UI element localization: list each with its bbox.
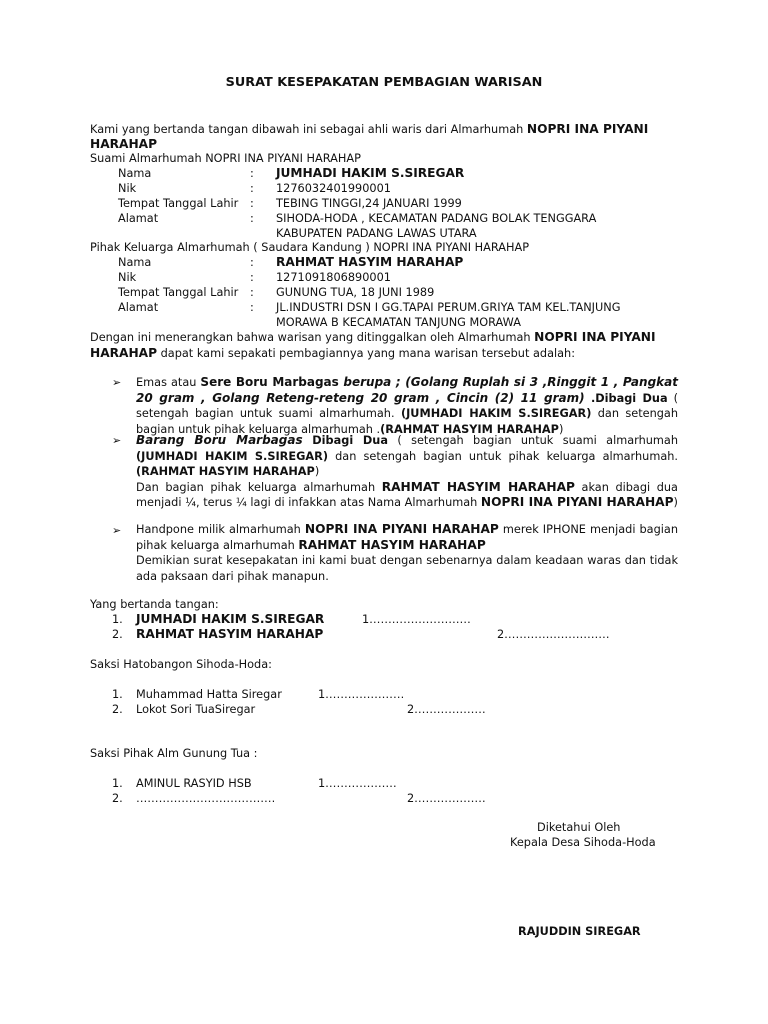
statement-text: Dengan ini menerangkan bahwa warisan yang ditinggalkan oleh Almarhumah [90, 331, 535, 344]
village-head-name: RAJUDDIN SIREGAR [518, 925, 641, 938]
husband-address-cont: KABUPATEN PADANG LAWAS UTARA [276, 227, 477, 240]
list-item-gold [136, 375, 678, 437]
goods-text-c: ( setengah bagian untuk suami almarhumah [387, 434, 679, 447]
statement-deceased-name-cont: HARAHAP [90, 345, 158, 360]
witness-name: Muhammad Hatta Siregar [136, 688, 282, 701]
goods-deceased-name: NOPRI INA PIYANI HARAHAP [480, 495, 674, 509]
statement-deceased-name: NOPRI INA PIYANI [534, 330, 656, 344]
witness-name: AMINUL RASYID HSB [136, 777, 252, 790]
arrow-bullet-icon: ➢ [112, 434, 122, 447]
signature-line: 2………………………. [497, 628, 610, 641]
gold-text-g: dan setengah bagian untuk pihak keluarga almarhumah . [136, 407, 678, 436]
gold-husband-name: (JUMHADI HAKIM S.SIREGAR) [400, 407, 592, 420]
signer-number: 2. [112, 628, 123, 641]
signers-heading: Yang bertanda tangan: [90, 598, 219, 611]
witness-local-heading: Saksi Hatobangon Sihoda-Hoda: [90, 658, 272, 671]
gold-sere-boru: Sere Boru Marbagas [200, 375, 339, 389]
husband-name-label: Nama [118, 167, 152, 180]
goods-dibagi-dua: Dibagi Dua [302, 434, 388, 447]
gold-text-e: ( setengah bagian untuk suami almarhumah. [136, 391, 679, 420]
gold-details: berupa ; (Golang Ruplah si 3 ,Ringgit 1 , Pangkat 20 gram , Golang Reteng-reteng 20 gram , Cincin (2) 11 gram) [136, 375, 678, 405]
gold-text-a: Emas atau [136, 376, 201, 389]
intro-deceased-name-cont: HARAHAP [90, 137, 158, 151]
family-name-value: RAHMAT HASYIM HARAHAP [276, 255, 464, 269]
signer-name: RAHMAT HASYIM HARAHAP [136, 627, 324, 641]
arrow-bullet-icon: ➢ [112, 524, 122, 537]
signature-line: 1………………… [318, 688, 405, 701]
goods-text-e: dan setengah bagian untuk pihak keluarga almarhumah. [327, 449, 678, 463]
family-address-cont: MORAWA B KECAMATAN TANJUNG MORAWA [276, 316, 521, 329]
family-birth-colon: : [250, 286, 254, 299]
statement-text-cont: dapat kami sepakati pembagiannya yang mana warisan tersebut adalah: [157, 346, 576, 360]
signature-line: 2………………. [407, 703, 486, 716]
witness-number: 2. [112, 792, 123, 805]
witness-name: ………………………………. [136, 792, 276, 805]
husband-birth-label: Tempat Tanggal Lahir [118, 197, 239, 210]
family-heading: Pihak Keluarga Almarhumah ( Saudara Kandung ) NOPRI INA PIYANI HARAHAP [90, 241, 530, 254]
phone-deceased-name: NOPRI INA PIYANI HARAHAP [304, 522, 499, 536]
phone-text-a: Handpone milik almarhumah [136, 523, 305, 536]
family-nik-value: 1271091806890001 [276, 271, 391, 284]
husband-address-colon: : [250, 212, 254, 225]
husband-name-colon: : [250, 167, 254, 180]
family-birth-value: GUNUNG TUA, 18 JUNI 1989 [276, 286, 435, 299]
witness-number: 2. [112, 703, 123, 716]
husband-nik-label: Nik [118, 182, 137, 195]
intro-deceased-name: NOPRI INA PIYANI [526, 122, 649, 136]
approval-line-1: Diketahui Oleh [537, 821, 621, 834]
phone-family-name: RAHMAT HASYIM HARAHAP [298, 537, 486, 552]
intro-text: Kami yang bertanda tangan dibawah ini sebagai ahli waris dari Almarhumah [90, 123, 527, 136]
signature-line: 2………………. [407, 792, 486, 805]
husband-address-value: SIHODA-HODA , KECAMATAN PADANG BOLAK TENGGARA [276, 212, 597, 225]
goods-text-h: Dan bagian pihak keluarga almarhumah [136, 480, 382, 494]
family-address-label: Alamat [118, 301, 159, 314]
list-item-phone [136, 522, 678, 553]
gold-text-i: ) [558, 422, 564, 436]
gold-dibagi-dua: .Dibagi Dua [584, 391, 668, 405]
arrow-bullet-icon: ➢ [112, 376, 122, 389]
goods-text-g: ) [314, 465, 320, 478]
husband-nik-colon: : [250, 182, 254, 195]
family-name-label: Nama [118, 256, 152, 269]
approval-line-2: Kepala Desa Sihoda-Hoda [510, 836, 656, 849]
husband-birth-value: TEBING TINGGI,24 JANUARI 1999 [276, 197, 462, 210]
goods-text-l: ) [673, 496, 678, 509]
husband-address-label: Alamat [118, 212, 159, 225]
letter-title: SURAT KESEPAKATAN PEMBAGIAN WARISAN [225, 75, 543, 90]
witness-family-heading: Saksi Pihak Alm Gunung Tua : [90, 747, 258, 760]
intro-line [90, 122, 648, 136]
family-nik-label: Nik [118, 271, 137, 284]
husband-heading: Suami Almarhumah NOPRI INA PIYANI HARAHAP [90, 152, 361, 165]
closing-paragraph: Demikian surat kesepakatan ini kami buat dengan sebenarnya dalam keadaan waras dan tidak ada paksaan dari pihak manapun. [136, 554, 678, 583]
gold-family-name: (RAHMAT HASYIM HARAHAP [380, 422, 559, 436]
husband-name-value: JUMHADI HAKIM S.SIREGAR [276, 166, 465, 180]
signature-line: 1………………. [318, 777, 397, 790]
goods-husband-name: (JUMHADI HAKIM S.SIREGAR) [136, 449, 328, 463]
signature-line: 1……………………… [362, 613, 471, 626]
goods-family-name: (RAHMAT HASYIM HARAHAP [136, 465, 315, 478]
list-item-goods [136, 433, 678, 511]
family-nik-colon: : [250, 271, 254, 284]
goods-text-j: akan dibagi dua menjadi ¼, terus ¼ lagi di infakkan atas Nama Almarhumah [136, 480, 678, 509]
witness-number: 1. [112, 777, 123, 790]
husband-nik-value: 1276032401990001 [276, 182, 391, 195]
family-name-colon: : [250, 256, 254, 269]
witness-number: 1. [112, 688, 123, 701]
goods-barang-boru: Barang Boru Marbagas [136, 433, 303, 447]
statement-paragraph [90, 330, 678, 361]
goods-family-name-2: RAHMAT HASYIM HARAHAP [381, 479, 575, 494]
signer-number: 1. [112, 613, 123, 626]
family-address-colon: : [250, 301, 254, 314]
signer-name: JUMHADI HAKIM S.SIREGAR [136, 612, 325, 626]
family-birth-label: Tempat Tanggal Lahir [118, 286, 239, 299]
family-address-value: JL.INDUSTRI DSN I GG.TAPAI PERUM.GRIYA TAM KEL.TANJUNG [276, 301, 621, 314]
husband-birth-colon: : [250, 197, 254, 210]
phone-text-c: merek IPHONE menjadi bagian pihak keluarga almarhumah [136, 523, 678, 552]
witness-name: Lokot Sori TuaSiregar [136, 703, 256, 716]
